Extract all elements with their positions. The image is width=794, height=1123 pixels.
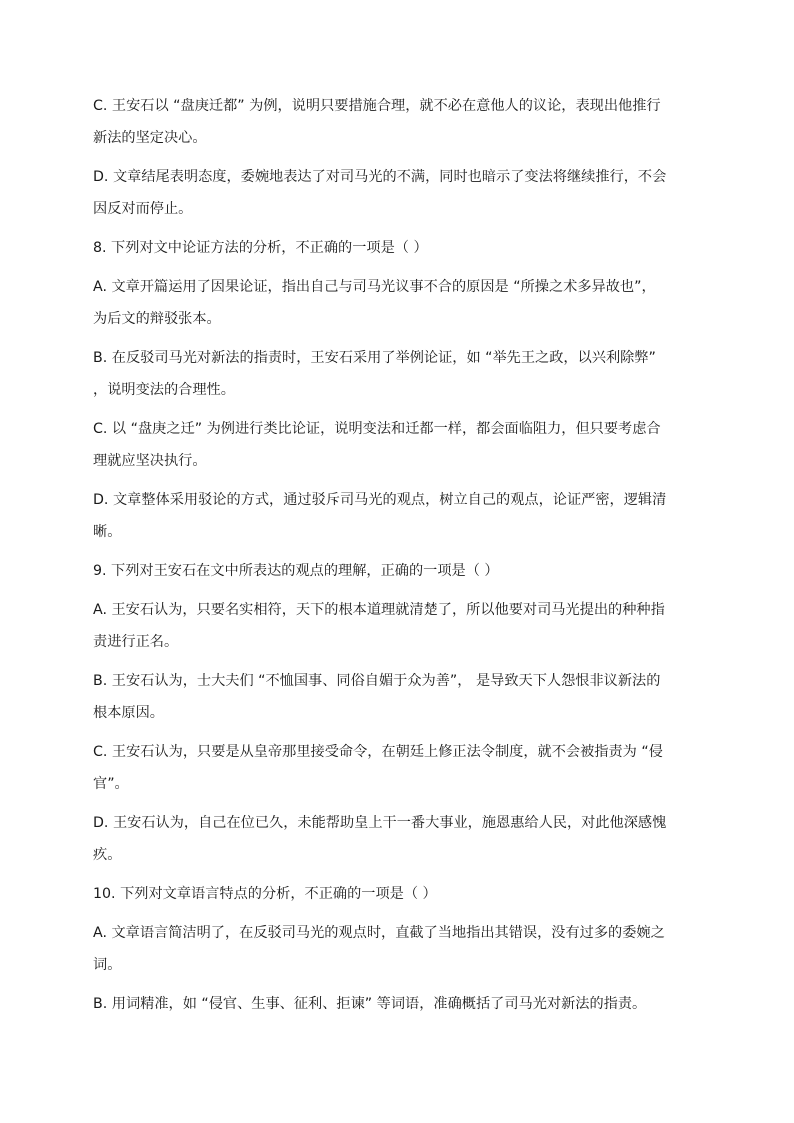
q9-option-c-line-2: 官”。: [93, 776, 129, 792]
q10-option-b-line-1: B. 用词精准，如 “侵官、生事、征利、拒谏” 等词语，准确概括了司马光对新法的指责。: [93, 996, 647, 1012]
q8-option-a-line-1: A. 文章开篇运用了因果论证，指出自己与司马光议事不合的原因是 “所操之术多异故也”，: [93, 279, 656, 295]
q10-option-a-line-1: A. 文章语言简洁明了，在反驳司马光的观点时，直截了当地指出其错误，没有过多的委婉之: [93, 925, 665, 941]
question-8-stem: 8. 下列对文中论证方法的分析，不正确的一项是（ ）: [93, 240, 428, 256]
q8-option-c-line-1: C. 以 “盘庚之迁” 为例进行类比论证，说明变法和迁都一样，都会面临阻力，但只要考虑合: [93, 421, 661, 437]
q9-option-d-line-1: D. 王安石认为，自己在位已久，未能帮助皇上干一番大事业，施恩惠给人民，对此他深感愧: [93, 815, 667, 831]
q10-option-a-line-2: 词。: [93, 957, 122, 973]
q8-option-d-line-1: D. 文章整体采用驳论的方式，通过驳斥司马光的观点，树立自己的观点，论证严密，逻辑清: [93, 492, 667, 508]
q8-option-d-line-2: 晰。: [93, 524, 122, 540]
option-c-line-1: C. 王安石以 “盘庚迁都” 为例，说明只要措施合理，就不必在意他人的议论，表现出他推行: [93, 98, 661, 114]
q9-option-b-line-2: 根本原因。: [93, 705, 164, 721]
q8-option-b-line-2: ，说明变法的合理性。: [93, 382, 235, 398]
question-10-stem: 10. 下列对文章语言特点的分析，不正确的一项是（ ）: [93, 886, 437, 902]
q8-option-a-line-2: 为后文的辩驳张本。: [93, 311, 221, 327]
q8-option-c-line-2: 理就应坚决执行。: [93, 453, 207, 469]
option-d-line-2: 因反对而停止。: [93, 201, 193, 217]
option-d-line-1: D. 文章结尾表明态度，委婉地表达了对司马光的不满，同时也暗示了变法将继续推行，不会: [93, 169, 667, 185]
option-c-line-2: 新法的坚定决心。: [93, 130, 207, 146]
q9-option-a-line-2: 责进行正名。: [93, 634, 179, 650]
q9-option-b-line-1: B. 王安石认为，士大夫们 “不恤国事、同俗自媚于众为善”， 是导致天下人怨恨非议新法的: [93, 673, 661, 689]
question-9-stem: 9. 下列对王安石在文中所表达的观点的理解，正确的一项是（ ）: [93, 563, 499, 579]
q9-option-c-line-1: C. 王安石认为，只要是从皇帝那里接受命令，在朝廷上修正法令制度，就不会被指责为 “侵: [93, 744, 663, 760]
q8-option-b-line-1: B. 在反驳司马光对新法的指责时，王安石采用了举例论证，如 “举先王之政，以兴利除弊”: [93, 350, 656, 366]
q9-option-d-line-2: 疚。: [93, 847, 122, 863]
q9-option-a-line-1: A. 王安石认为，只要名实相符，天下的根本道理就清楚了，所以他要对司马光提出的种种指: [93, 602, 665, 618]
